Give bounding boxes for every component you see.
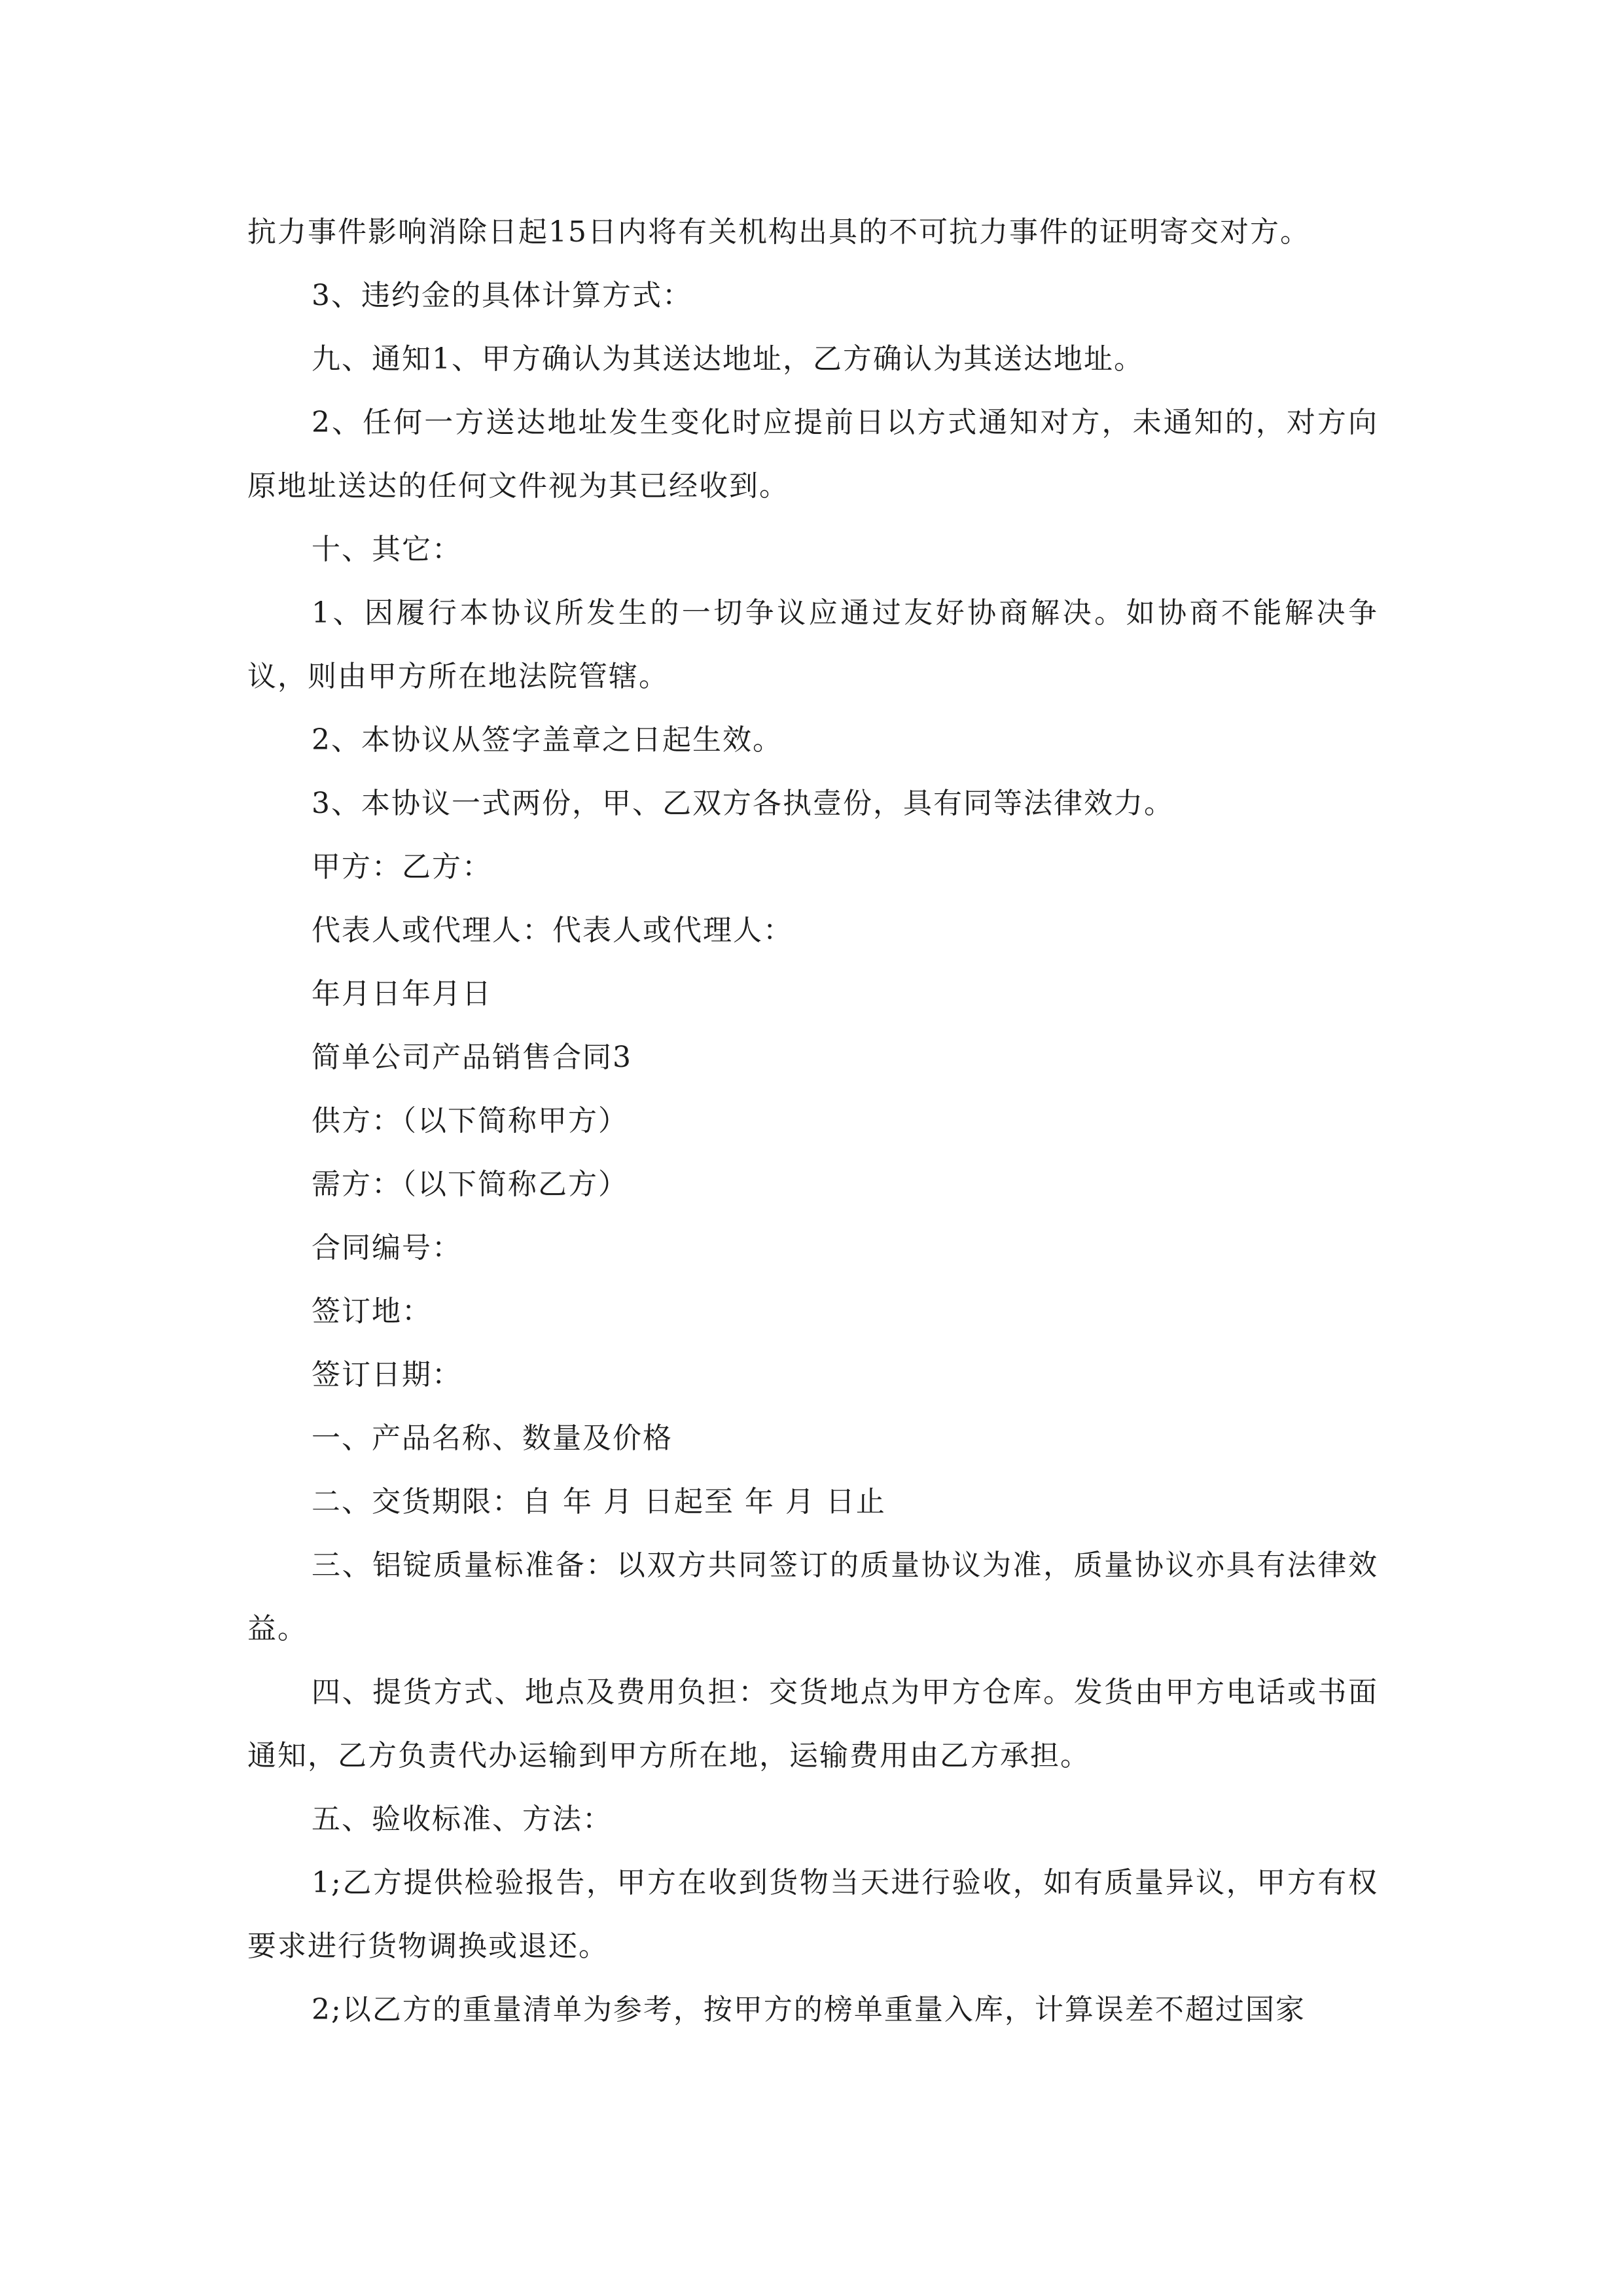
paragraph-effective-date: 2、本协议从签字盖章之日起生效。 <box>312 723 783 757</box>
paragraph-address-change: 2、任何一方送达地址发生变化时应提前日以方式通知对方，未通知的，对方向原地址送达的任何文件视为其已经收到。 <box>247 406 1378 503</box>
signing-place-line: 签订地： <box>312 1295 432 1328</box>
signature-representatives-line: 代表人或代理人：代表人或代理人： <box>312 914 793 947</box>
paragraph-dispute-resolution: 1、因履行本协议所发生的一切争议应通过友好协商解决。如协商不能解决争议，则由甲方所在地法院管辖。 <box>247 596 1378 693</box>
acceptance-item-2: 2;以乙方的重量清单为参考，按甲方的榜单重量入库，计算误差不超过国家 <box>312 1993 1306 2026</box>
signing-date-line: 签订日期： <box>312 1358 462 1391</box>
signature-parties-line: 甲方：乙方： <box>312 850 492 884</box>
contract-title: 简单公司产品销售合同3 <box>312 1041 632 1074</box>
supplier-line: 供方：（以下简称甲方） <box>312 1104 628 1138</box>
section-quality-standard: 三、铝锭质量标准备：以双方共同签订的质量协议为准，质量协议亦具有法律效益。 <box>247 1549 1378 1645</box>
paragraph-notice-addresses: 九、通知1、甲方确认为其送达地址，乙方确认为其送达地址。 <box>312 342 1144 376</box>
signature-dates-line: 年月日年月日 <box>312 977 492 1011</box>
section-heading-others: 十、其它： <box>312 533 462 566</box>
paragraph-penalty-calculation: 3、违约金的具体计算方式： <box>312 279 692 312</box>
section-pickup-method: 四、提货方式、地点及费用负担：交货地点为甲方仓库。发货由甲方电话或书面通知，乙方负责代办运输到甲方所在地，运输费用由乙方承担。 <box>247 1676 1378 1772</box>
section-delivery-period: 二、交货期限：自 年 月 日起至 年 月 日止 <box>312 1485 886 1518</box>
buyer-line: 需方：（以下简称乙方） <box>312 1168 628 1201</box>
acceptance-item-1: 1;乙方提供检验报告，甲方在收到货物当天进行验收，如有质量异议，甲方有权要求进行货物调换或退还。 <box>247 1866 1378 1963</box>
contract-body <box>247 200 1378 2041</box>
paragraph-force-majeure-continued: 抗力事件影响消除日起15日内将有关机构出具的不可抗力事件的证明寄交对方。 <box>247 215 1310 249</box>
section-product-name-quantity-price: 一、产品名称、数量及价格 <box>312 1422 673 1455</box>
section-acceptance-standard: 五、验收标准、方法： <box>312 1803 613 1836</box>
contract-number-line: 合同编号： <box>312 1231 462 1265</box>
paragraph-copies: 3、本协议一式两份，甲、乙双方各执壹份，具有同等法律效力。 <box>312 787 1174 820</box>
